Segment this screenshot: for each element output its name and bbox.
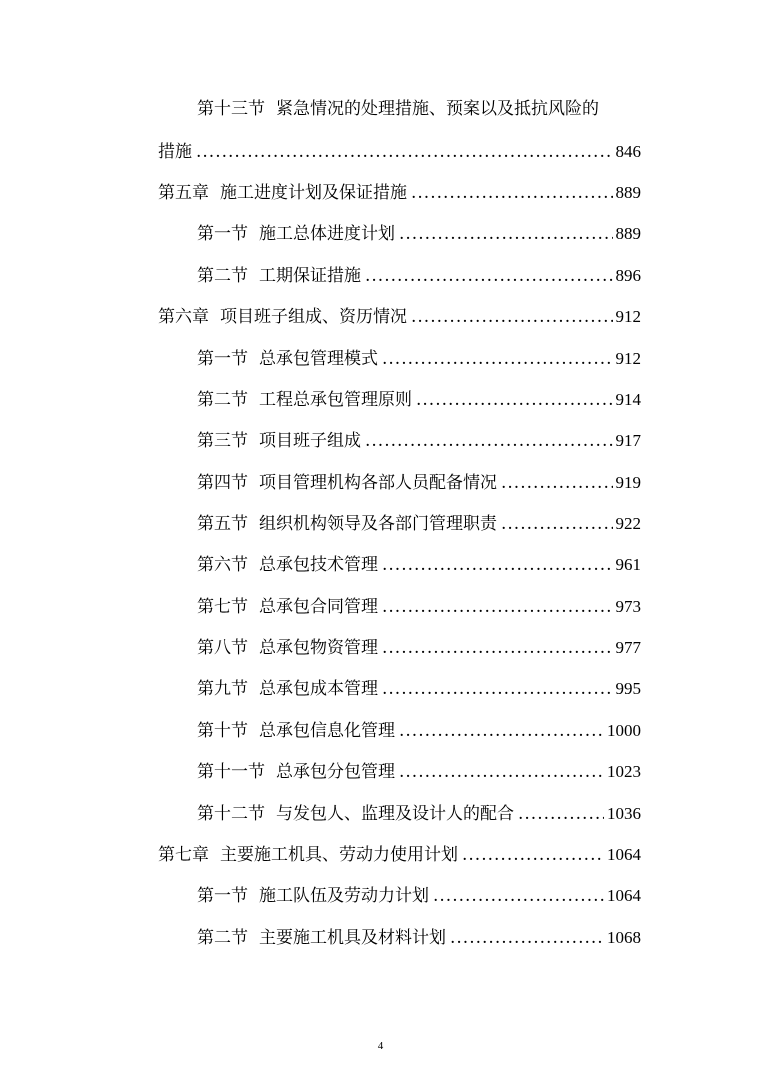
toc-entry-title: 工程总承包管理原则 <box>259 390 412 410</box>
toc-entry-number: 第四节 <box>197 473 248 493</box>
toc-section-entry[interactable] <box>197 471 641 495</box>
toc-chapter-entry[interactable] <box>158 305 641 329</box>
toc-leader-dots <box>365 264 613 288</box>
toc-chapter-entry[interactable] <box>158 843 641 867</box>
toc-entry-page: 1023 <box>607 762 641 781</box>
toc-entry-title: 总承包合同管理 <box>259 597 378 617</box>
toc-entry-page: 995 <box>615 679 641 698</box>
toc-leader-dots <box>411 181 613 205</box>
toc-leader-dots <box>382 347 613 371</box>
toc-entry-number: 第一节 <box>197 886 248 906</box>
toc-entry-page: 917 <box>615 431 641 450</box>
toc-entry-page: 977 <box>615 638 641 657</box>
toc-leader-dots <box>399 760 604 784</box>
toc-section-entry[interactable] <box>197 884 641 908</box>
toc-section-entry[interactable] <box>197 512 641 536</box>
toc-entry-number: 第十二节 <box>197 804 265 824</box>
toc-entry-page: 1036 <box>607 804 641 823</box>
toc-entry-number: 第六节 <box>197 555 248 575</box>
toc-entry-title: 主要施工机具、劳动力使用计划 <box>220 845 458 865</box>
toc-entry-title: 主要施工机具及材料计划 <box>259 928 446 948</box>
toc-leader-dots <box>501 512 613 536</box>
toc-entry-title: 与发包人、监理及设计人的配合 <box>276 804 514 824</box>
toc-entry-number: 第二节 <box>197 266 248 286</box>
toc-section-entry[interactable] <box>197 760 641 784</box>
toc-entry-page: 912 <box>615 349 641 368</box>
toc-entry-title: 总承包技术管理 <box>259 555 378 575</box>
toc-leader-dots <box>433 884 604 908</box>
toc-section-entry[interactable] <box>197 636 641 660</box>
toc-leader-dots <box>462 843 604 867</box>
toc-entry-title: 工期保证措施 <box>259 266 361 286</box>
toc-entry-title: 项目班子组成、资历情况 <box>220 307 407 327</box>
toc-entry-title: 项目班子组成 <box>259 431 361 451</box>
toc-entry-page: 1068 <box>607 928 641 947</box>
toc-entry-title: 总承包成本管理 <box>259 679 378 699</box>
toc-section-entry[interactable] <box>197 802 641 826</box>
toc-entry-page: 846 <box>615 142 641 161</box>
toc-entry-title: 紧急情况的处理措施、预案以及抵抗风险的 <box>276 99 599 119</box>
toc-section-entry[interactable] <box>197 677 641 701</box>
toc-entry-number: 第八节 <box>197 638 248 658</box>
toc-entry-title-continuation: 措施 <box>158 142 192 162</box>
toc-entry-number: 第二节 <box>197 390 248 410</box>
toc-chapter-entry[interactable] <box>158 181 641 205</box>
toc-section-entry[interactable] <box>197 553 641 577</box>
toc-section-entry[interactable] <box>197 347 641 371</box>
toc-section-entry[interactable] <box>197 264 641 288</box>
toc-entry-page: 973 <box>615 597 641 616</box>
toc-entry-number: 第二节 <box>197 928 248 948</box>
toc-entry-title: 组织机构领导及各部门管理职责 <box>259 514 497 534</box>
toc-entry-title: 总承包物资管理 <box>259 638 378 658</box>
toc-section-entry[interactable] <box>197 719 641 743</box>
toc-entry-page: 912 <box>615 307 641 326</box>
toc-entry-page: 896 <box>615 266 641 285</box>
toc-entry-title: 项目管理机构各部人员配备情况 <box>259 473 497 493</box>
toc-entry-page: 889 <box>615 224 641 243</box>
toc-entry-number: 第五章 <box>158 183 209 203</box>
toc-entry-page: 1000 <box>607 721 641 740</box>
toc-entry-title: 总承包管理模式 <box>259 349 378 369</box>
page-number: 4 <box>377 1040 384 1052</box>
toc-entry-number: 第一节 <box>197 349 248 369</box>
toc-leader-dots <box>399 222 613 246</box>
toc-entry-page: 889 <box>615 183 641 202</box>
toc-leader-dots <box>382 677 613 701</box>
toc-section-entry[interactable] <box>197 388 641 412</box>
toc-entry-number: 第十一节 <box>197 762 265 782</box>
toc-entry-title: 施工队伍及劳动力计划 <box>259 886 429 906</box>
toc-leader-dots <box>365 429 613 453</box>
toc-entry-number: 第七节 <box>197 597 248 617</box>
toc-entry-title: 总承包分包管理 <box>276 762 395 782</box>
toc-entry-page: 919 <box>615 473 641 492</box>
toc-entry-title: 总承包信息化管理 <box>259 721 395 741</box>
toc-leader-dots <box>501 471 613 495</box>
toc-entry-number: 第十节 <box>197 721 248 741</box>
toc-leader-dots <box>382 553 613 577</box>
toc-leader-dots <box>450 926 604 950</box>
toc-entry-page: 1064 <box>607 886 641 905</box>
toc-entry-number: 第六章 <box>158 307 209 327</box>
toc-entry-number: 第五节 <box>197 514 248 534</box>
toc-leader-dots <box>382 595 613 619</box>
toc-entry-page: 961 <box>615 555 641 574</box>
toc-section-entry[interactable] <box>197 429 641 453</box>
toc-entry-number: 第九节 <box>197 679 248 699</box>
toc-entry-number: 第三节 <box>197 431 248 451</box>
toc-leader-dots <box>196 140 613 164</box>
toc-entry-number: 第一节 <box>197 224 248 244</box>
toc-section-entry[interactable] <box>197 926 641 950</box>
toc-entry-wrapped[interactable] <box>197 97 641 121</box>
toc-leader-dots <box>518 802 604 826</box>
toc-entry-title: 施工总体进度计划 <box>259 224 395 244</box>
toc-entry-page: 914 <box>615 390 641 409</box>
toc-entry-page: 1064 <box>607 845 641 864</box>
toc-leader-dots <box>382 636 613 660</box>
toc-entry-page: 922 <box>615 514 641 533</box>
toc-entry-title: 施工进度计划及保证措施 <box>220 183 407 203</box>
toc-entry-number: 第七章 <box>158 845 209 865</box>
toc-entry-number: 第十三节 <box>197 99 265 119</box>
toc-section-entry[interactable] <box>197 595 641 619</box>
toc-leader-dots <box>411 305 613 329</box>
toc-entry-wrapped-continuation[interactable] <box>158 140 641 164</box>
toc-section-entry[interactable] <box>197 222 641 246</box>
toc-leader-dots <box>416 388 613 412</box>
toc-leader-dots <box>399 719 604 743</box>
